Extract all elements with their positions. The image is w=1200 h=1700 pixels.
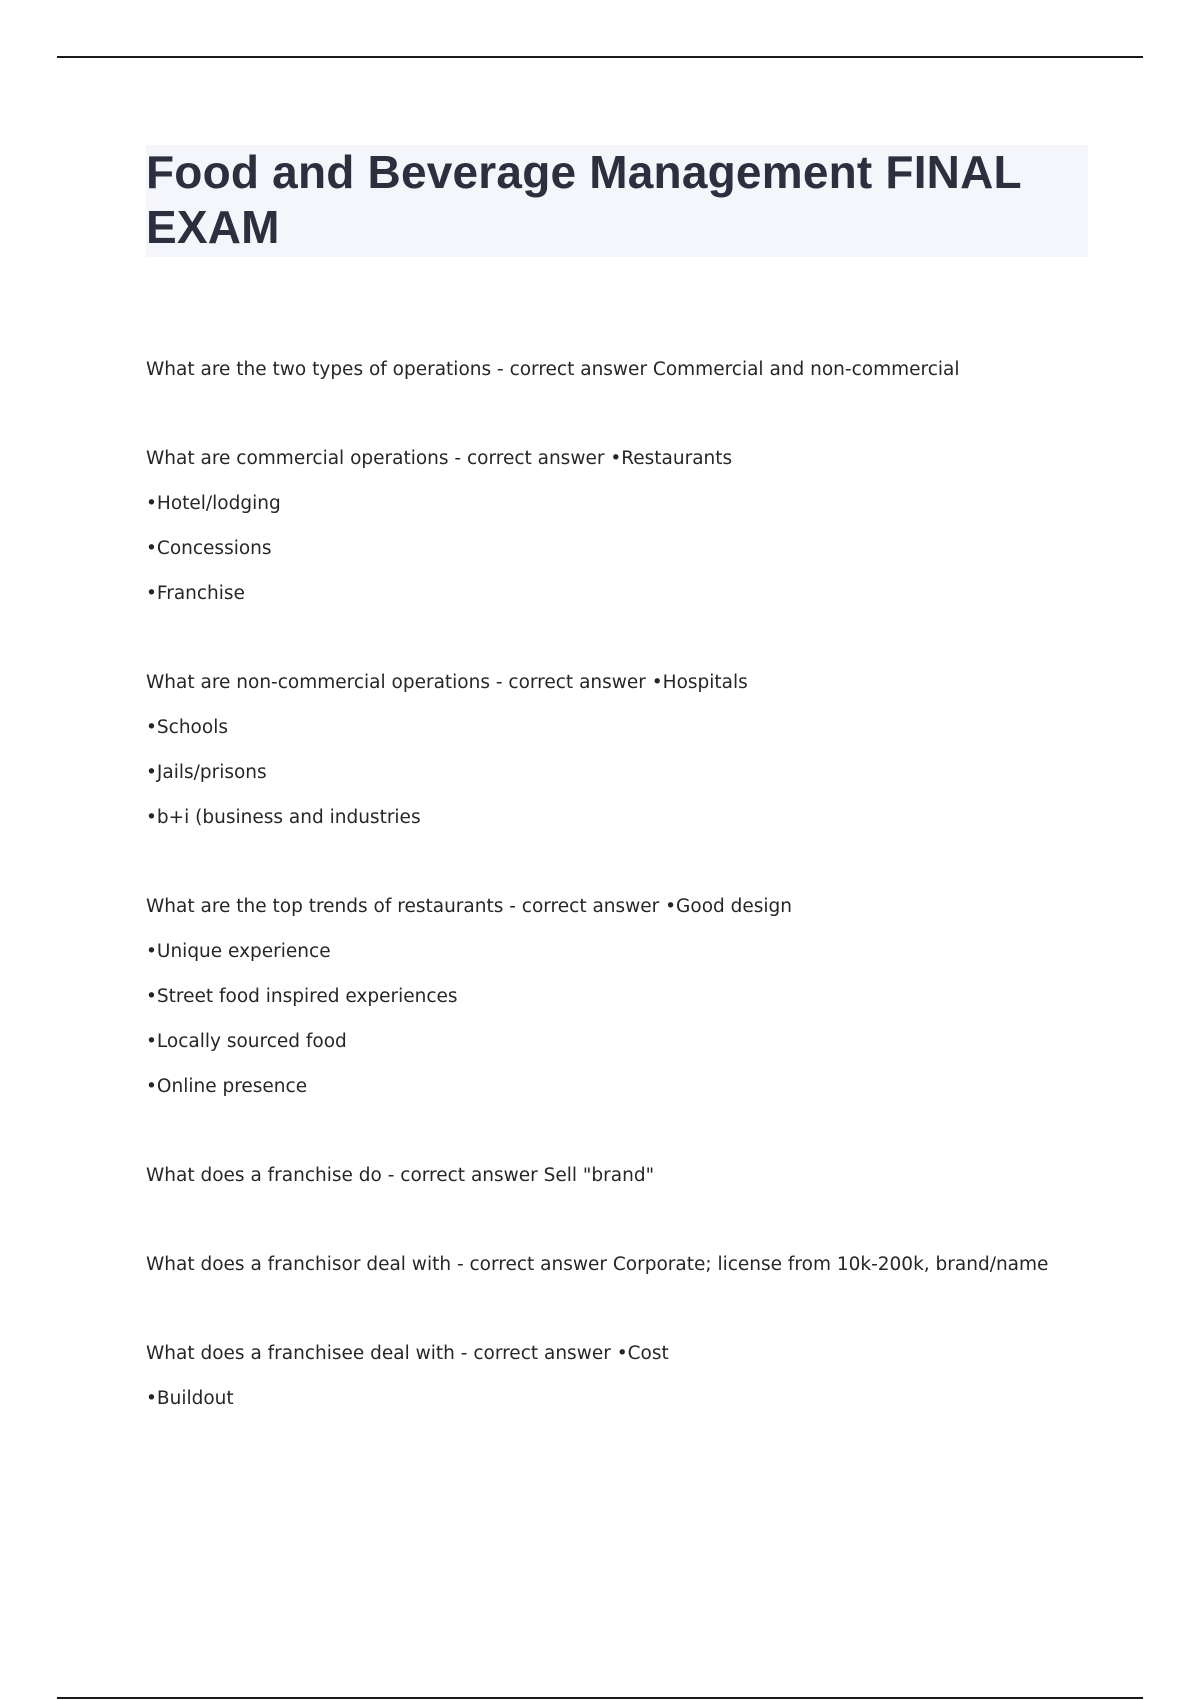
qa-line: •Jails/prisons — [146, 762, 267, 783]
qa-line: •Hotel/lodging — [146, 493, 281, 514]
qa-line: •Locally sourced food — [146, 1031, 347, 1052]
qa-line: What are commercial operations - correct answer •Restaurants — [146, 448, 733, 469]
qa-line: •Online presence — [146, 1076, 308, 1097]
qa-line: •Schools — [146, 717, 228, 738]
qa-list — [146, 347, 1106, 1465]
qa-line: What does a franchisor deal with - correct answer Corporate; license from 10k-200k, brand/name — [146, 1254, 1049, 1275]
qa-line: What are non-commercial operations - correct answer •Hospitals — [146, 672, 748, 693]
qa-line: •Unique experience — [146, 941, 331, 962]
qa-line: •Street food inspired experiences — [146, 986, 458, 1007]
header-rule — [57, 56, 1143, 58]
qa-item — [146, 1153, 1106, 1198]
qa-item — [146, 884, 1106, 1109]
qa-item — [146, 1331, 1106, 1421]
qa-item — [146, 1242, 1106, 1287]
qa-line: What does a franchisee deal with - correct answer •Cost — [146, 1343, 669, 1364]
qa-line: What does a franchise do - correct answer Sell "brand" — [146, 1165, 655, 1186]
qa-line: •Concessions — [146, 538, 272, 559]
qa-item — [146, 436, 1106, 616]
qa-line: •Buildout — [146, 1388, 234, 1409]
qa-line: •b+i (business and industries — [146, 807, 421, 828]
qa-line: What are the two types of operations - correct answer Commercial and non-commercial — [146, 359, 960, 380]
qa-item — [146, 347, 1106, 392]
qa-line: •Franchise — [146, 583, 245, 604]
qa-line: What are the top trends of restaurants - correct answer •Good design — [146, 896, 793, 917]
qa-item — [146, 660, 1106, 840]
footer-rule — [57, 1697, 1143, 1699]
document-title: Food and Beverage Management FINAL EXAM — [146, 146, 1021, 253]
